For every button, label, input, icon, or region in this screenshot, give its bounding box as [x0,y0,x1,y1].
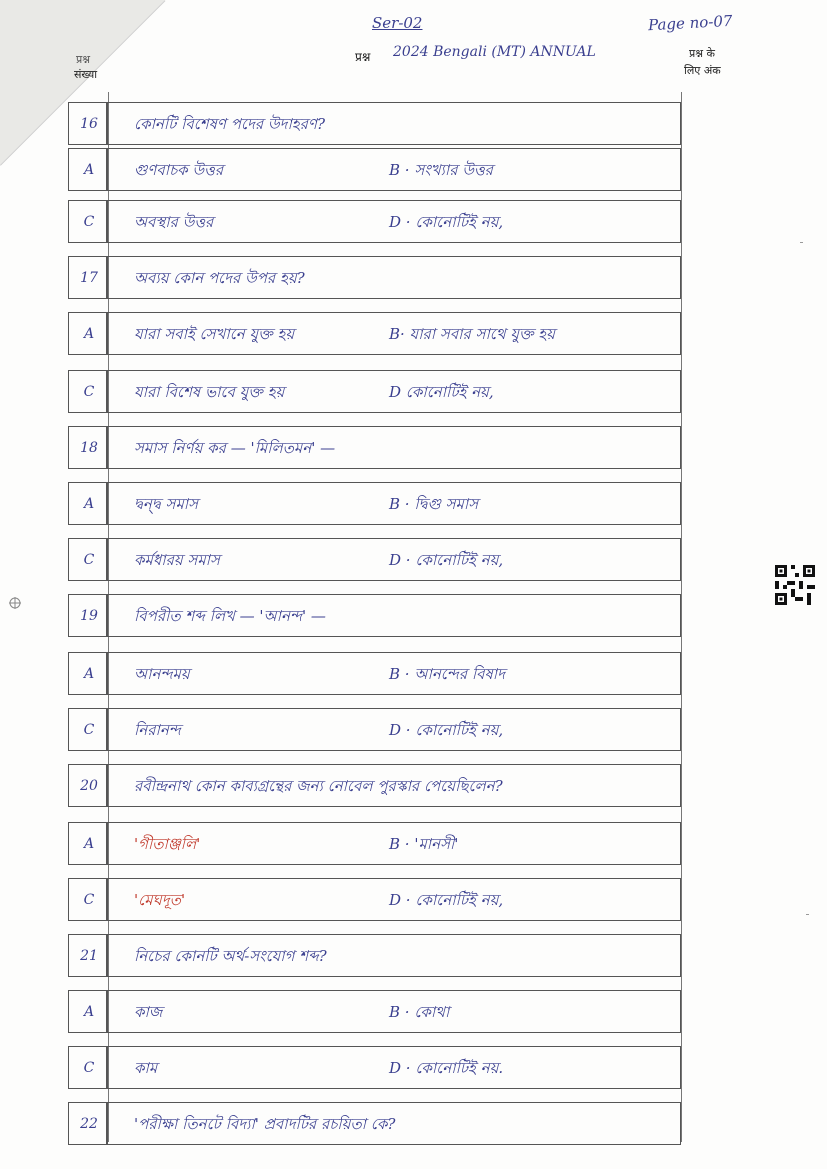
row-number-divider [106,103,108,144]
row-number: A [83,1003,95,1020]
row-number-divider [106,371,108,412]
handwritten-option-text: B· যারা সবার সাথে যুক্ত হয় [389,325,556,343]
row-number-divider [106,879,108,920]
question-column-label-top: प्रश्न [76,53,91,66]
row-number-divider [106,935,108,976]
row-number-divider [106,483,108,524]
row-number-divider [106,595,108,636]
answer-row [68,1046,681,1089]
answer-row [68,594,681,637]
row-number-divider [106,427,108,468]
answer-row [68,934,681,977]
handwritten-option-text: B · কোথা [389,1003,450,1021]
handwritten-answer-text: 'গীতাঞ্জলি' [134,835,201,853]
answer-row [68,370,681,413]
handwritten-option-text: D · কোনোটিই নয়. [389,1059,504,1077]
answer-row [68,200,681,243]
row-number: 20 [80,777,98,794]
answer-row [68,822,681,865]
handwritten-option-text: D কোনোটিই নয়, [389,383,494,401]
row-number: C [83,213,95,230]
handwritten-answer-text: সমাস নির্ণয় কর — 'মিলিতমন' — [134,439,336,457]
handwritten-option-text: D · কোনোটিই নয়, [389,891,504,909]
handwritten-answer-text: দ্বন্দ্ব সমাস [134,495,199,513]
exam-title: 2024 Bengali (MT) ANNUAL [393,44,596,60]
question-column-label: संख्या [74,68,98,81]
handwritten-option-text: B · আনন্দের বিষাদ [389,665,505,683]
row-number: A [83,835,95,852]
row-number: C [83,551,95,568]
handwritten-answer-text: 'মেঘদূত' [134,891,186,909]
answer-row [68,538,681,581]
handwritten-option-text: B · সংখ্যার উত্তর [389,161,493,179]
handwritten-answer-text: অবস্থার উত্তর [134,213,214,231]
handwritten-answer-text: অব্যয় কোন পদের উপর হয়? [134,269,305,287]
answer-row [68,1102,681,1145]
page-number: Page no-07 [647,11,733,35]
handwritten-answer-text: যারা বিশেষ ভাবে যুক্ত হয় [134,383,285,401]
answer-row [68,990,681,1033]
row-number: C [83,891,95,908]
row-number: 18 [80,439,98,456]
row-number: A [83,325,95,342]
answer-row [68,102,681,145]
answer-row [68,256,681,299]
question-prefix-label: प्रश्न [355,50,371,64]
marks-column-label-top: प्रश्न के [689,47,715,60]
row-number-divider [106,709,108,750]
answer-row [68,708,681,751]
row-number: A [83,495,95,512]
qr-code-icon [775,565,815,605]
handwritten-answer-text: আনন্দময় [134,665,190,683]
row-number: C [83,721,95,738]
handwritten-answer-text: নিরানন্দ [134,721,181,739]
row-number-divider [106,539,108,580]
row-number: 22 [80,1115,98,1132]
row-number-divider [106,653,108,694]
answer-row [68,482,681,525]
row-number-divider [106,765,108,806]
scan-speck [800,242,803,243]
row-number-divider [106,149,108,190]
handwritten-option-text: D · কোনোটিই নয়, [389,551,504,569]
handwritten-option-text: B · 'মানসী' [389,835,459,853]
row-number-divider [106,823,108,864]
handwritten-answer-text: যারা সবাই সেখানে যুক্ত হয় [134,325,295,343]
row-number: C [83,1059,95,1076]
answer-row [68,878,681,921]
handwritten-answer-text: বিপরীত শব্দ লিখ — 'আনন্দ' — [134,607,326,625]
answer-row [68,312,681,355]
answer-row [68,148,681,191]
marks-column-label: लिए अंक [684,64,721,77]
row-number: A [83,665,95,682]
row-number: 19 [80,607,98,624]
registration-mark-icon [9,597,21,609]
answer-row [68,426,681,469]
handwritten-answer-text: নিচের কোনটি অর্থ-সংযোগ শব্দ? [134,947,327,965]
row-number-divider [106,991,108,1032]
answer-row [68,652,681,695]
handwritten-option-text: D · কোনোটিই নয়, [389,721,504,739]
handwritten-option-text: D · কোনোটিই নয়, [389,213,504,231]
sheet-code: Ser-02 [372,14,423,32]
row-number-divider [106,1047,108,1088]
handwritten-answer-text: রবীন্দ্রনাথ কোন কাব্যগ্রন্থের জন্য নোবেল পুরস্কার পেয়েছিলেন? [134,777,503,795]
handwritten-answer-text: কাজ [134,1003,163,1021]
handwritten-answer-text: কাম [134,1059,158,1077]
scan-speck [806,914,809,915]
row-number: 21 [80,947,98,964]
answer-row [68,764,681,807]
handwritten-answer-text: কোনটি বিশেষণ পদের উদাহরণ? [134,115,326,133]
marks-column-rule [681,92,682,1142]
row-number: A [83,161,95,178]
row-number-divider [106,201,108,242]
handwritten-answer-text: 'পরীক্ষা তিনটে বিদ্যা' প্রবাদটির রচয়িতা কে? [134,1115,396,1133]
row-number: 17 [80,269,98,286]
handwritten-answer-text: কর্মধারয় সমাস [134,551,220,569]
handwritten-answer-text: গুণবাচক উত্তর [134,161,224,179]
handwritten-option-text: B · দ্বিগু সমাস [389,495,479,513]
row-number-divider [106,313,108,354]
row-number-divider [106,257,108,298]
row-number-divider [106,1103,108,1144]
row-number: C [83,383,95,400]
row-number: 16 [80,115,98,132]
